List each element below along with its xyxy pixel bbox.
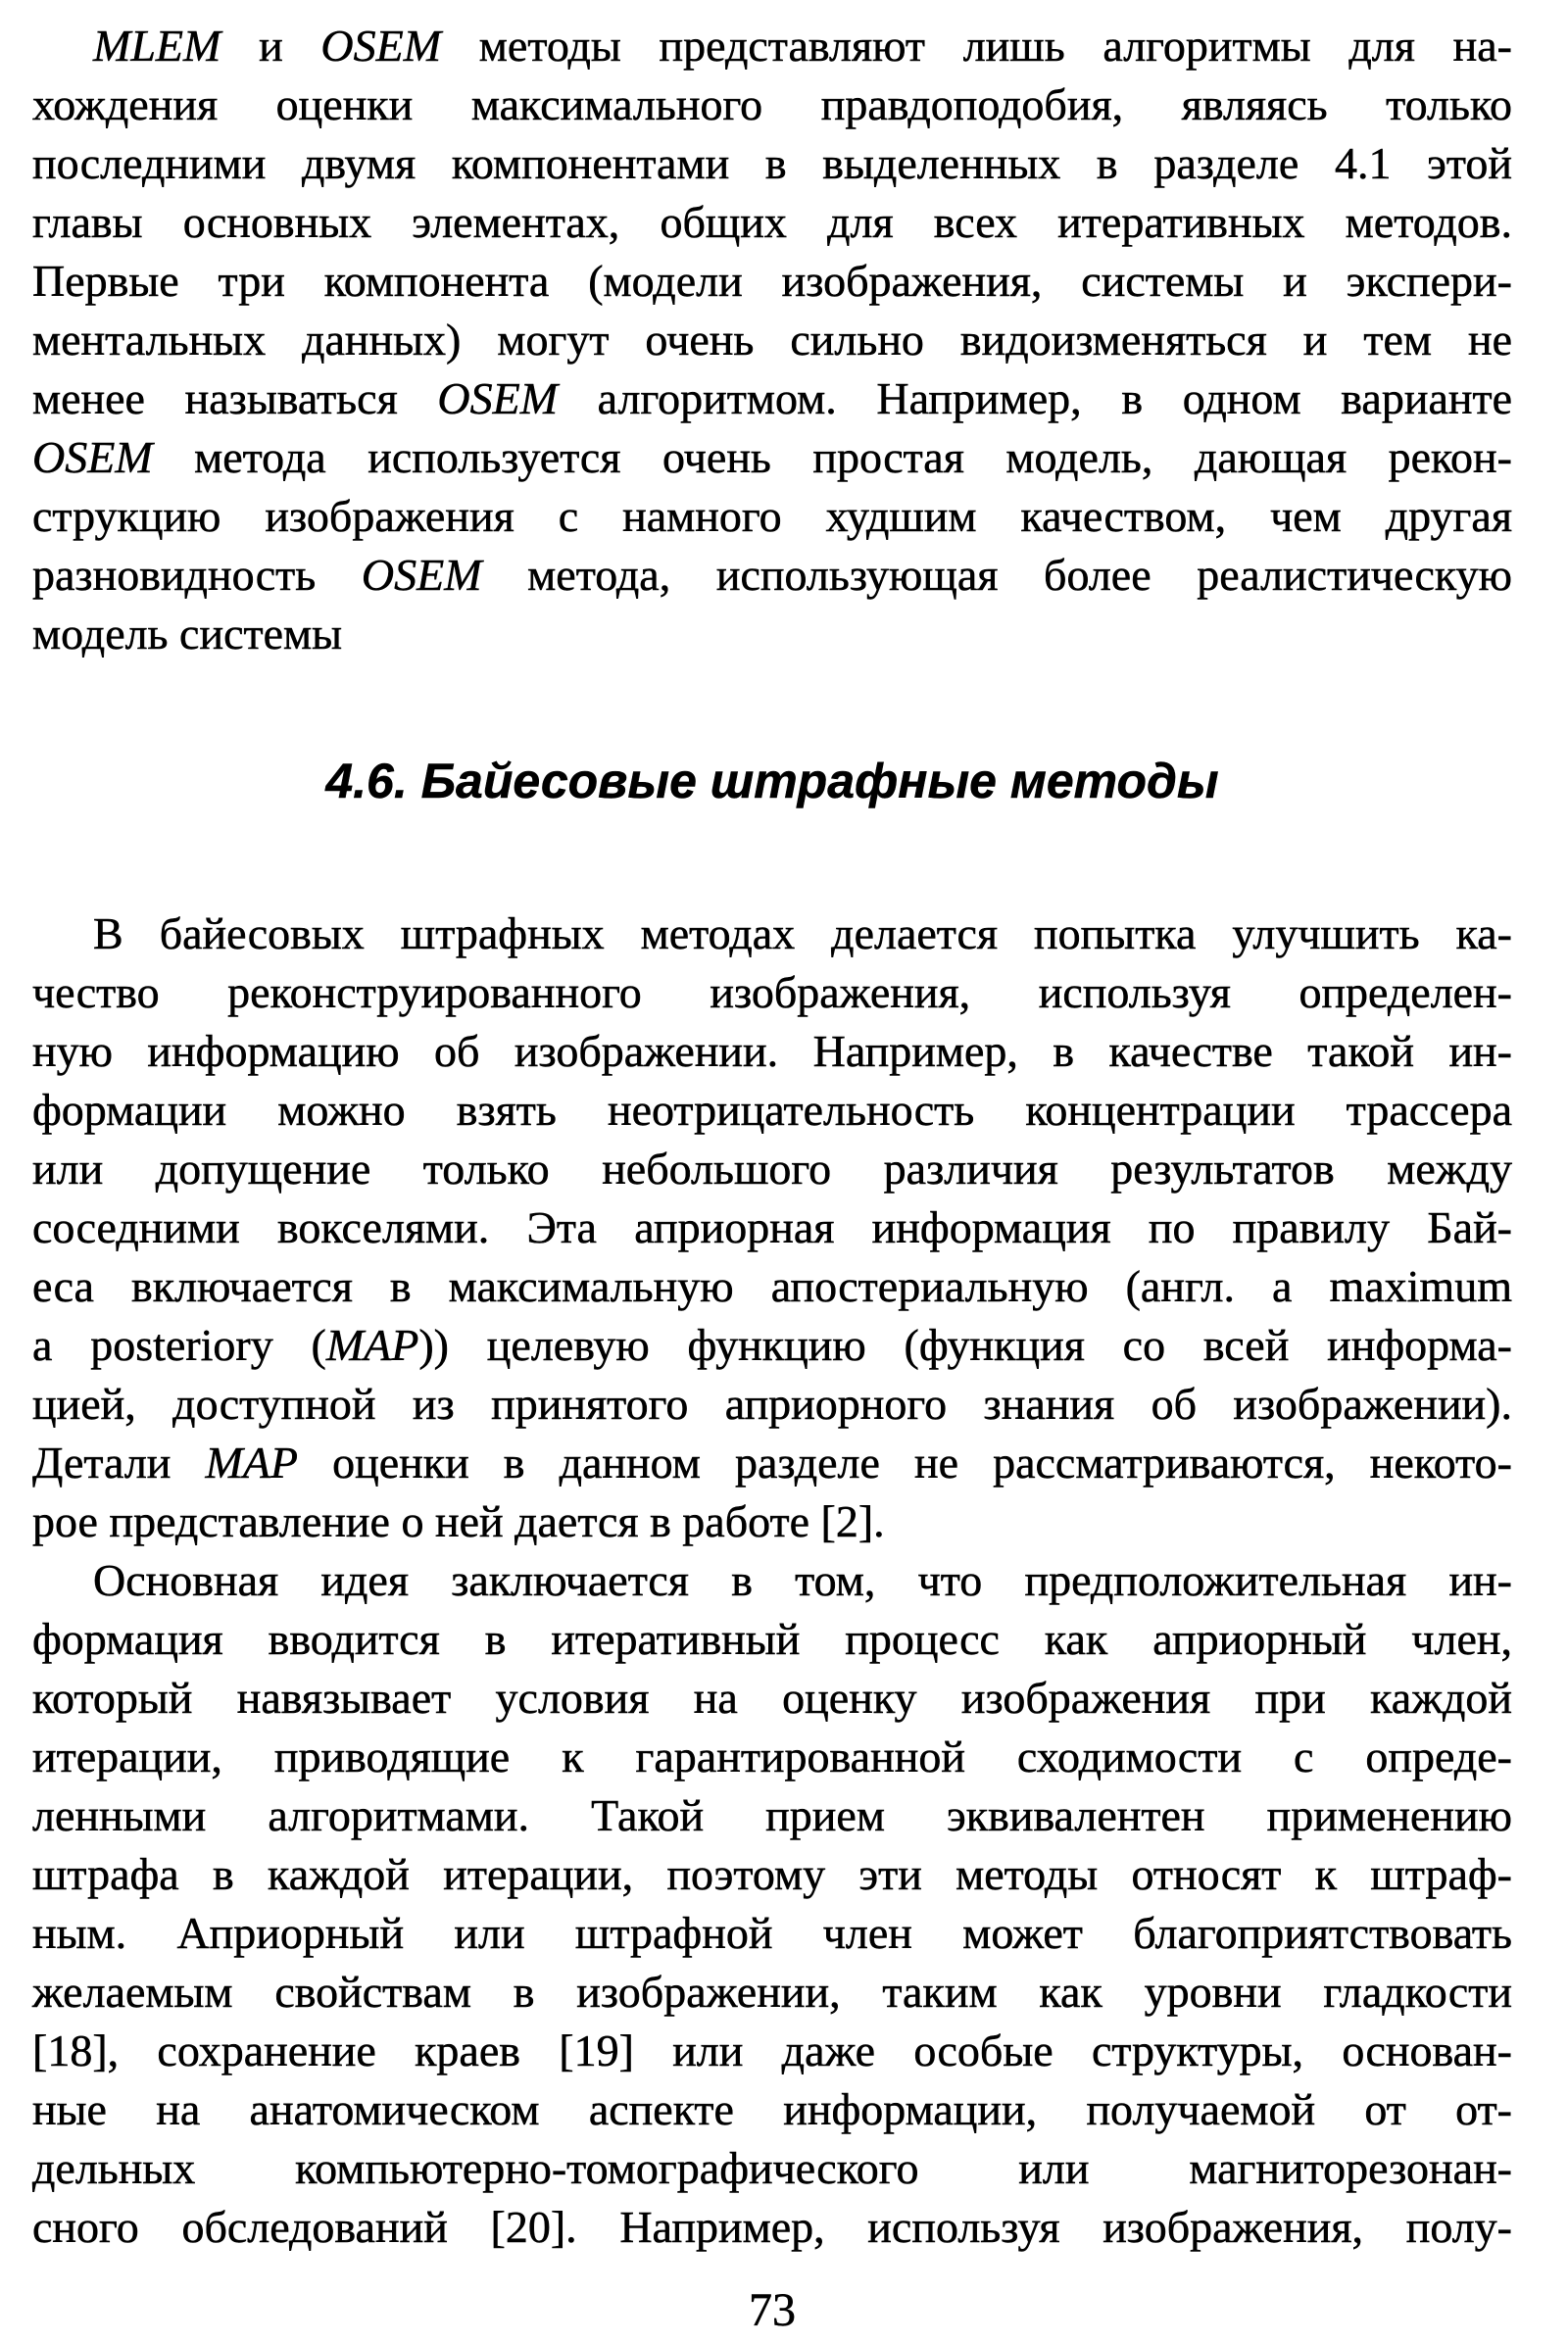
paragraph-main-idea: [32, 1551, 1512, 2257]
text-line: [32, 1963, 1512, 2022]
text-line: [32, 1669, 1512, 1728]
text-line: [32, 1375, 1512, 1434]
text-segment: цией, доступной из принятого априорного знания об изображении).: [32, 1379, 1512, 1429]
section-heading: 4.6. Байесовые штрафные методы: [325, 754, 1219, 808]
text-segment: оценки в данном разделе не рассматриваются, некото-: [298, 1438, 1512, 1488]
text-segment: менее называться: [32, 373, 438, 423]
italic-term: OSEM: [32, 432, 153, 482]
text-line: [32, 2139, 1512, 2198]
text-line: [32, 311, 1512, 369]
text-segment: чество реконструированного изображения, используя определен-: [32, 967, 1512, 1017]
paragraph-intro: [32, 17, 1512, 663]
page-number: 73: [749, 2284, 796, 2336]
text-segment: ленными алгоритмами. Такой прием эквивалентен применению: [32, 1790, 1512, 1840]
text-line: [32, 2080, 1512, 2139]
text-line: [32, 1257, 1512, 1316]
text-line: [32, 17, 1512, 75]
text-segment: метода, использующая более реалистическую: [481, 550, 1512, 600]
text-line: [32, 1610, 1512, 1669]
paragraph-bayes-overview: [32, 904, 1512, 1551]
italic-term: MAP: [325, 1320, 419, 1370]
text-segment: ную информацию об изображении. Например, в качестве такой ин-: [32, 1026, 1512, 1076]
text-line: [32, 487, 1512, 546]
text-segment: ментальных данных) могут очень сильно видоизменяться и тем не: [32, 315, 1512, 365]
text-segment: формации можно взять неотрицательность концентрации трассера: [32, 1085, 1512, 1135]
text-segment: дельных компьютерно-томографического или магниторезонан-: [32, 2143, 1512, 2193]
italic-term: MLEM: [93, 21, 221, 71]
text-line: [32, 252, 1512, 311]
text-line: [32, 1786, 1512, 1845]
text-segment: или допущение только небольшого различия результатов между: [32, 1144, 1512, 1194]
text-segment: соседними вокселями. Эта априорная информация по правилу Бай-: [32, 1202, 1512, 1252]
text-line: [32, 1316, 1512, 1375]
text-line: [32, 1022, 1512, 1081]
text-segment: хождения оценки максимального правдоподобия, являясь только: [32, 79, 1512, 129]
text-line: [32, 193, 1512, 252]
text-line: [32, 1081, 1512, 1140]
text-segment: )) целевую функцию (функция со всей информа-: [418, 1320, 1512, 1370]
text-line: [32, 369, 1512, 428]
text-segment: последними двумя компонентами в выделенных в разделе 4.1 этой: [32, 138, 1512, 188]
text-line: [32, 1492, 1512, 1551]
text-segment: Детали: [32, 1438, 206, 1488]
text-segment: методы представляют лишь алгоритмы для на-: [441, 21, 1512, 71]
italic-term: OSEM: [320, 21, 442, 71]
text-line: [32, 605, 1512, 663]
text-segment: ным. Априорный или штрафной член может благоприятствовать: [32, 1908, 1512, 1958]
text-segment: ные на анатомическом аспекте информации, получаемой от от-: [32, 2084, 1512, 2134]
text-segment: модель системы: [32, 609, 343, 659]
text-segment: штрафа в каждой итерации, поэтому эти методы относят к штраф-: [32, 1849, 1512, 1899]
text-segment: рое представление о ней дается в работе [2].: [32, 1496, 885, 1546]
text-segment: струкцию изображения с намного худшим качеством, чем другая: [32, 491, 1512, 541]
text-line: [32, 134, 1512, 193]
text-line: [32, 904, 1512, 963]
italic-term: MAP: [205, 1438, 299, 1488]
text-segment: a posteriory (: [32, 1320, 326, 1370]
text-line: [32, 2198, 1512, 2257]
text-line: [32, 75, 1512, 134]
text-segment: [18], сохранение краев [19] или даже особые структуры, основан-: [32, 2025, 1512, 2075]
text-segment: формация вводится в итеративный процесс как априорный член,: [32, 1614, 1512, 1664]
text-line: [32, 1140, 1512, 1198]
text-segment: В байесовых штрафных методах делается попытка улучшить ка-: [93, 908, 1512, 958]
text-segment: разновидность: [32, 550, 362, 600]
italic-term: OSEM: [437, 373, 559, 423]
text-line: [32, 963, 1512, 1022]
text-line: [32, 1551, 1512, 1610]
text-segment: главы основных элементах, общих для всех итеративных методов.: [32, 197, 1512, 247]
text-line: [32, 2022, 1512, 2080]
text-line: [32, 1845, 1512, 1904]
text-segment: метода используется очень простая модель, дающая рекон-: [152, 432, 1512, 482]
text-segment: еса включается в максимальную апостериальную (англ. a maximum: [32, 1261, 1512, 1311]
text-segment: алгоритмом. Например, в одном варианте: [558, 373, 1512, 423]
text-line: [32, 1728, 1512, 1786]
text-segment: сного обследований [20]. Например, используя изображения, полу-: [32, 2202, 1512, 2252]
text-line: [32, 1904, 1512, 1963]
text-line: [32, 428, 1512, 487]
text-line: [32, 1434, 1512, 1492]
text-segment: который навязывает условия на оценку изображения при каждой: [32, 1673, 1512, 1723]
text-segment: Первые три компонента (модели изображения, системы и экспери-: [32, 256, 1512, 306]
text-segment: итерации, приводящие к гарантированной сходимости с опреде-: [32, 1732, 1512, 1781]
text-segment: Основная идея заключается в том, что предположительная ин-: [93, 1555, 1512, 1605]
italic-term: OSEM: [361, 550, 482, 600]
text-line: [32, 1198, 1512, 1257]
text-segment: и: [220, 21, 321, 71]
text-line: [32, 546, 1512, 605]
text-segment: желаемым свойствам в изображении, таким как уровни гладкости: [32, 1967, 1512, 2017]
